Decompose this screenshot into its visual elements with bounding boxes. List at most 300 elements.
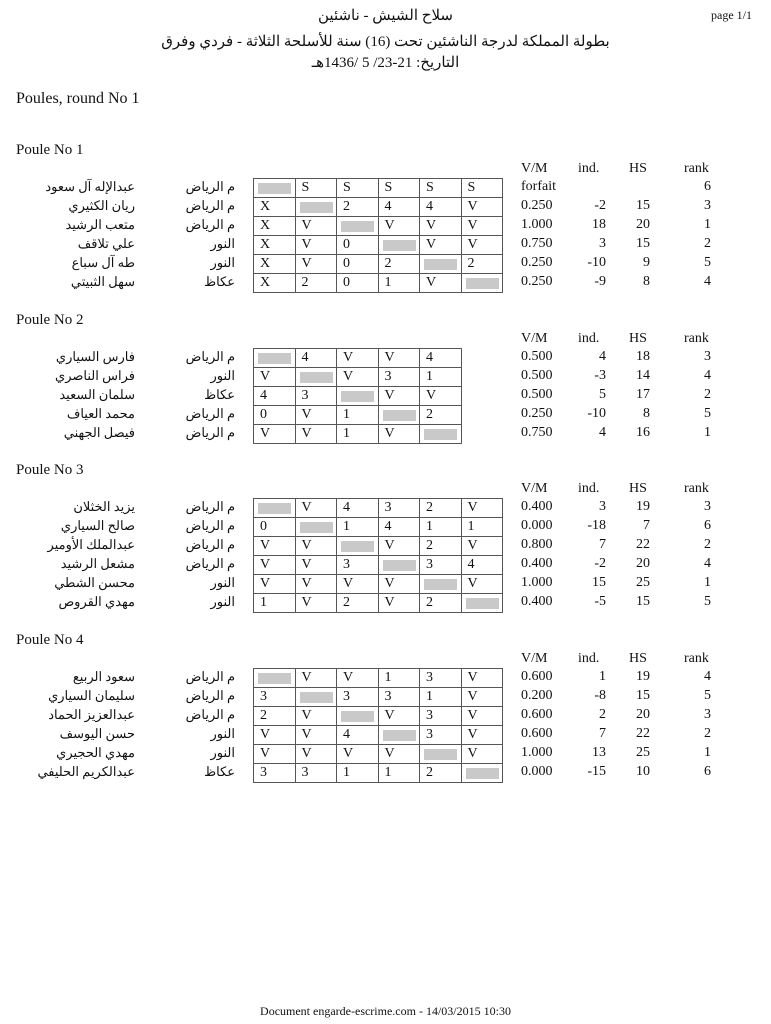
column-header-rank: rank <box>684 481 709 496</box>
fencer-club: عكاظ <box>204 387 235 402</box>
stat-hs: 15 <box>636 236 650 251</box>
stat-rank: 5 <box>704 594 711 609</box>
poule-title: Poule No 4 <box>16 632 84 648</box>
bout-result-cell: V <box>461 536 503 555</box>
fencer-club: م الرياض <box>185 707 235 722</box>
fencer-name: سلمان السعيد <box>59 387 135 402</box>
grid-border <box>502 687 503 706</box>
column-header-vm: V/M <box>521 651 548 666</box>
fencer-row <box>0 273 771 292</box>
fencer-name: ريان الكثيري <box>68 198 135 213</box>
bout-result-cell: V <box>253 744 295 763</box>
diagonal-cell <box>419 574 461 593</box>
stat-rank: 1 <box>704 745 711 760</box>
diagonal-cell <box>336 536 378 555</box>
header-subtitle: بطولة المملكة لدرجة الناشئين تحت (16) سنة للأسلحة الثلاثة - فردي وفرق <box>161 34 610 50</box>
stat-ind: -8 <box>594 688 606 703</box>
fencer-row <box>0 235 771 254</box>
stat-hs: 15 <box>636 594 650 609</box>
bout-result-cell: X <box>253 273 295 292</box>
fencer-club: النور <box>210 236 235 251</box>
bout-result-cell: 0 <box>336 273 378 292</box>
column-header-hs: HS <box>629 161 647 176</box>
grid-border <box>502 273 503 292</box>
bout-result-cell: V <box>378 744 420 763</box>
stat-rank: 3 <box>704 349 711 364</box>
bout-result-cell: 1 <box>336 424 378 443</box>
fencer-name: طه آل سباع <box>71 255 135 270</box>
stat-ind: 2 <box>599 707 606 722</box>
fencer-club: النور <box>210 575 235 590</box>
fencer-row <box>0 178 771 197</box>
stat-rank: 1 <box>704 217 711 232</box>
bout-result-cell: V <box>419 386 461 405</box>
grid-border <box>502 517 503 536</box>
stat-rank: 2 <box>704 726 711 741</box>
bout-result-cell: V <box>461 687 503 706</box>
bout-result-cell: 0 <box>253 405 295 424</box>
diagonal-cell <box>336 216 378 235</box>
fencer-name: مهدي الحجيري <box>56 745 135 760</box>
fencer-name: عبدالكريم الحليفي <box>37 764 135 779</box>
stat-hs: 18 <box>636 349 650 364</box>
bout-result-cell: V <box>253 536 295 555</box>
diagonal-shade <box>424 429 457 440</box>
diagonal-cell <box>253 178 295 197</box>
bout-result-cell: 1 <box>419 367 461 386</box>
column-header-ind: ind. <box>578 161 600 176</box>
stat-vm: 1.000 <box>521 575 553 590</box>
column-header-hs: HS <box>629 651 647 666</box>
column-header-rank: rank <box>684 161 709 176</box>
bout-result-cell: 2 <box>336 197 378 216</box>
bout-result-cell: V <box>336 348 378 367</box>
bout-result-cell: 4 <box>461 555 503 574</box>
stat-ind: 5 <box>599 387 606 402</box>
bout-result-cell: 1 <box>336 763 378 782</box>
stat-hs: 20 <box>636 707 650 722</box>
stat-vm: 0.000 <box>521 764 553 779</box>
fencer-row <box>0 574 771 593</box>
diagonal-shade <box>341 711 374 722</box>
stat-vm: 0.400 <box>521 556 553 571</box>
bout-result-cell: V <box>378 593 420 612</box>
grid-border <box>502 763 503 782</box>
diagonal-cell <box>378 235 420 254</box>
fencer-name: سعود الربيع <box>72 669 135 684</box>
column-header-rank: rank <box>684 651 709 666</box>
fencer-row <box>0 536 771 555</box>
diagonal-shade <box>341 391 374 402</box>
diagonal-cell <box>419 424 461 443</box>
bout-result-cell: V <box>295 498 337 517</box>
bout-result-cell: 2 <box>419 405 461 424</box>
diagonal-cell <box>295 687 337 706</box>
bout-result-cell: 4 <box>419 348 461 367</box>
bout-result-cell: V <box>461 574 503 593</box>
bout-result-cell: V <box>461 197 503 216</box>
header-date: التاريخ: 21-23/ 5 /1436هـ <box>311 55 460 71</box>
stat-hs: 25 <box>636 745 650 760</box>
bout-result-cell: V <box>253 367 295 386</box>
stat-rank: 5 <box>704 255 711 270</box>
stat-ind: 3 <box>599 236 606 251</box>
stat-ind: 4 <box>599 425 606 440</box>
column-header-ind: ind. <box>578 481 600 496</box>
diagonal-shade <box>300 692 333 703</box>
diagonal-shade <box>466 278 499 289</box>
diagonal-shade <box>258 673 291 684</box>
diagonal-cell <box>461 593 503 612</box>
bout-result-cell: 3 <box>336 687 378 706</box>
bout-result-cell: V <box>461 235 503 254</box>
fencer-club: النور <box>210 594 235 609</box>
bout-result-cell: 3 <box>295 386 337 405</box>
bout-result-cell: 0 <box>336 254 378 273</box>
fencer-name: متعب الرشيد <box>65 217 135 232</box>
bout-result-cell: 3 <box>253 763 295 782</box>
diagonal-shade <box>258 353 291 364</box>
stat-rank: 4 <box>704 274 711 289</box>
stat-ind: -10 <box>587 406 606 421</box>
stat-hs: 19 <box>636 499 650 514</box>
bout-result-cell: V <box>253 424 295 443</box>
diagonal-cell <box>461 763 503 782</box>
bout-result-cell: V <box>253 574 295 593</box>
diagonal-cell <box>253 348 295 367</box>
stat-rank: 1 <box>704 575 711 590</box>
grid-border <box>502 254 503 273</box>
grid-border <box>502 706 503 725</box>
fencer-name: علي تلاقف <box>77 236 135 251</box>
stat-ind: 7 <box>599 726 606 741</box>
column-header-vm: V/M <box>521 331 548 346</box>
fencer-club: م الرياض <box>185 669 235 684</box>
bout-result-cell: 2 <box>253 706 295 725</box>
stat-ind: -3 <box>594 368 606 383</box>
stat-hs: 15 <box>636 198 650 213</box>
stat-rank: 3 <box>704 707 711 722</box>
bout-result-cell: V <box>295 216 337 235</box>
poule-title: Poule No 3 <box>16 462 84 478</box>
stat-hs: 7 <box>643 518 650 533</box>
diagonal-shade <box>258 183 291 194</box>
stat-vm: 0.500 <box>521 349 553 364</box>
diagonal-cell <box>419 744 461 763</box>
bout-result-cell: 3 <box>378 687 420 706</box>
stat-rank: 4 <box>704 669 711 684</box>
stat-ind: -2 <box>594 198 606 213</box>
fencer-row <box>0 744 771 763</box>
fencer-club: م الرياض <box>185 198 235 213</box>
fencer-club: م الرياض <box>185 688 235 703</box>
grid-border <box>502 725 503 744</box>
bout-result-cell: V <box>378 348 420 367</box>
grid-border <box>502 498 503 517</box>
stat-hs: 9 <box>643 255 650 270</box>
bout-result-cell: 0 <box>253 517 295 536</box>
bout-result-cell: 3 <box>253 687 295 706</box>
bout-result-cell: S <box>461 178 503 197</box>
bout-result-cell: V <box>378 574 420 593</box>
diagonal-cell <box>295 197 337 216</box>
bout-result-cell: V <box>378 386 420 405</box>
fencer-row <box>0 424 771 443</box>
bout-result-cell: V <box>378 424 420 443</box>
bout-result-cell: V <box>295 235 337 254</box>
bout-result-cell: V <box>419 235 461 254</box>
stat-rank: 1 <box>704 425 711 440</box>
stat-vm: 0.250 <box>521 406 553 421</box>
stat-vm: 0.500 <box>521 368 553 383</box>
bout-result-cell: 1 <box>378 273 420 292</box>
bout-result-cell: X <box>253 197 295 216</box>
fencer-row <box>0 348 771 367</box>
fencer-club: النور <box>210 726 235 741</box>
fencer-club: النور <box>210 368 235 383</box>
bout-result-cell: 2 <box>378 254 420 273</box>
diagonal-shade <box>424 259 457 270</box>
stat-hs: 19 <box>636 669 650 684</box>
grid-border <box>253 782 503 783</box>
bout-result-cell: 4 <box>253 386 295 405</box>
stat-rank: 2 <box>704 387 711 402</box>
diagonal-shade <box>383 730 416 741</box>
fencer-row <box>0 668 771 687</box>
stat-vm: 0.000 <box>521 518 553 533</box>
bout-result-cell: V <box>336 744 378 763</box>
stat-vm: 0.200 <box>521 688 553 703</box>
fencer-name: عبدالإله آل سعود <box>45 179 135 194</box>
bout-result-cell: V <box>419 273 461 292</box>
fencer-row <box>0 367 771 386</box>
stat-vm: 0.750 <box>521 236 553 251</box>
diagonal-cell <box>461 273 503 292</box>
fencer-club: م الرياض <box>185 556 235 571</box>
fencer-name: عبدالعزيز الحماد <box>48 707 135 722</box>
bout-result-cell: S <box>336 178 378 197</box>
stat-vm: 0.600 <box>521 707 553 722</box>
bout-result-cell: V <box>336 574 378 593</box>
stat-rank: 3 <box>704 499 711 514</box>
diagonal-shade <box>300 372 333 383</box>
diagonal-shade <box>300 522 333 533</box>
fencer-row <box>0 593 771 612</box>
stat-vm: 0.600 <box>521 726 553 741</box>
fencer-club: النور <box>210 255 235 270</box>
fencer-club: م الرياض <box>185 518 235 533</box>
fencer-name: يزيد الخثلان <box>73 499 135 514</box>
stat-vm: 0.250 <box>521 198 553 213</box>
column-header-vm: V/M <box>521 161 548 176</box>
bout-result-cell: 1 <box>419 517 461 536</box>
diagonal-shade <box>341 221 374 232</box>
bout-result-cell: S <box>295 178 337 197</box>
diagonal-shade <box>424 579 457 590</box>
grid-border <box>502 235 503 254</box>
grid-border <box>502 593 503 612</box>
stat-hs: 22 <box>636 537 650 552</box>
fencer-row <box>0 405 771 424</box>
bout-result-cell: S <box>419 178 461 197</box>
fencer-row <box>0 517 771 536</box>
header-title: سلاح الشيش - ناشئين <box>318 8 453 24</box>
diagonal-shade <box>383 240 416 251</box>
stat-ind: -2 <box>594 556 606 571</box>
stat-ind: 1 <box>599 669 606 684</box>
stat-rank: 2 <box>704 537 711 552</box>
stat-hs: 14 <box>636 368 650 383</box>
bout-result-cell: V <box>295 706 337 725</box>
fencer-row <box>0 216 771 235</box>
grid-border <box>253 443 462 444</box>
bout-result-cell: 3 <box>419 725 461 744</box>
fencer-row <box>0 555 771 574</box>
stat-vm: 0.400 <box>521 594 553 609</box>
diagonal-cell <box>253 498 295 517</box>
bout-result-cell: 1 <box>378 763 420 782</box>
grid-border <box>461 348 462 367</box>
bout-result-cell: V <box>295 744 337 763</box>
grid-border <box>502 744 503 763</box>
stat-hs: 22 <box>636 726 650 741</box>
poule-title: Poule No 1 <box>16 142 84 158</box>
stat-rank: 6 <box>704 764 711 779</box>
stat-rank: 5 <box>704 406 711 421</box>
stat-hs: 20 <box>636 556 650 571</box>
diagonal-shade <box>383 560 416 571</box>
stat-vm: forfait <box>521 179 556 194</box>
fencer-club: م الرياض <box>185 406 235 421</box>
diagonal-shade <box>300 202 333 213</box>
diagonal-cell <box>295 367 337 386</box>
bout-result-cell: 3 <box>295 763 337 782</box>
bout-result-cell: 3 <box>419 555 461 574</box>
stat-hs: 20 <box>636 217 650 232</box>
page-number: page 1/1 <box>711 8 752 22</box>
bout-result-cell: 3 <box>419 668 461 687</box>
bout-result-cell: V <box>378 706 420 725</box>
fencer-row <box>0 498 771 517</box>
stat-hs: 10 <box>636 764 650 779</box>
diagonal-cell <box>336 386 378 405</box>
fencer-club: م الرياض <box>185 425 235 440</box>
stat-hs: 15 <box>636 688 650 703</box>
bout-result-cell: 4 <box>419 197 461 216</box>
grid-border <box>502 574 503 593</box>
diagonal-cell <box>378 725 420 744</box>
stat-vm: 1.000 <box>521 745 553 760</box>
bout-result-cell: 2 <box>419 763 461 782</box>
diagonal-shade <box>466 768 499 779</box>
bout-result-cell: V <box>461 498 503 517</box>
fencer-club: م الرياض <box>185 179 235 194</box>
bout-result-cell: 2 <box>419 536 461 555</box>
stat-ind: -10 <box>587 255 606 270</box>
fencer-club: عكاظ <box>204 274 235 289</box>
bout-result-cell: 1 <box>461 517 503 536</box>
grid-border <box>502 197 503 216</box>
stat-hs: 25 <box>636 575 650 590</box>
fencer-club: النور <box>210 745 235 760</box>
fencer-row <box>0 197 771 216</box>
column-header-hs: HS <box>629 481 647 496</box>
stat-vm: 0.800 <box>521 537 553 552</box>
bout-result-cell: V <box>295 254 337 273</box>
diagonal-cell <box>253 668 295 687</box>
bout-result-cell: V <box>378 216 420 235</box>
stat-hs: 16 <box>636 425 650 440</box>
stat-ind: -9 <box>594 274 606 289</box>
stat-vm: 0.600 <box>521 669 553 684</box>
bout-result-cell: 3 <box>336 555 378 574</box>
poule-title: Poule No 2 <box>16 312 84 328</box>
bout-result-cell: 3 <box>378 367 420 386</box>
diagonal-shade <box>341 541 374 552</box>
bout-result-cell: V <box>253 555 295 574</box>
fencer-name: سليمان السياري <box>48 688 135 703</box>
stat-vm: 0.250 <box>521 255 553 270</box>
stat-vm: 0.500 <box>521 387 553 402</box>
column-header-hs: HS <box>629 331 647 346</box>
bout-result-cell: 4 <box>295 348 337 367</box>
bout-result-cell: 3 <box>378 498 420 517</box>
fencer-name: صالح السياري <box>60 518 135 533</box>
bout-result-cell: V <box>461 668 503 687</box>
bout-result-cell: V <box>419 216 461 235</box>
column-header-vm: V/M <box>521 481 548 496</box>
stat-ind: -5 <box>594 594 606 609</box>
column-header-rank: rank <box>684 331 709 346</box>
grid-border <box>502 178 503 197</box>
bout-result-cell: X <box>253 254 295 273</box>
bout-result-cell: 1 <box>419 687 461 706</box>
grid-border <box>253 292 503 293</box>
diagonal-cell <box>378 405 420 424</box>
grid-border <box>461 386 462 405</box>
stat-vm: 1.000 <box>521 217 553 232</box>
bout-result-cell: 2 <box>419 593 461 612</box>
bout-result-cell: 1 <box>336 517 378 536</box>
stat-vm: 0.750 <box>521 425 553 440</box>
bout-result-cell: 4 <box>378 197 420 216</box>
stat-hs: 8 <box>643 274 650 289</box>
fencer-name: مشعل الرشيد <box>60 556 135 571</box>
document-footer: Document engarde-escrime.com - 14/03/2015 10:30 <box>260 1004 511 1018</box>
diagonal-shade <box>258 503 291 514</box>
bout-result-cell: V <box>295 725 337 744</box>
bout-result-cell: V <box>295 574 337 593</box>
stat-rank: 4 <box>704 368 711 383</box>
round-title: Poules, round No 1 <box>16 90 140 107</box>
stat-rank: 2 <box>704 236 711 251</box>
bout-result-cell: X <box>253 235 295 254</box>
grid-border <box>502 555 503 574</box>
fencer-club: م الرياض <box>185 499 235 514</box>
stat-rank: 6 <box>704 179 711 194</box>
fencer-row <box>0 763 771 782</box>
stat-ind: 7 <box>599 537 606 552</box>
grid-border <box>502 216 503 235</box>
fencer-name: فارس السياري <box>55 349 135 364</box>
diagonal-cell <box>419 254 461 273</box>
bout-result-cell: V <box>461 706 503 725</box>
fencer-name: مهدي القروص <box>58 594 135 609</box>
bout-result-cell: V <box>378 536 420 555</box>
grid-border <box>461 405 462 424</box>
bout-result-cell: V <box>336 668 378 687</box>
fencer-row <box>0 725 771 744</box>
